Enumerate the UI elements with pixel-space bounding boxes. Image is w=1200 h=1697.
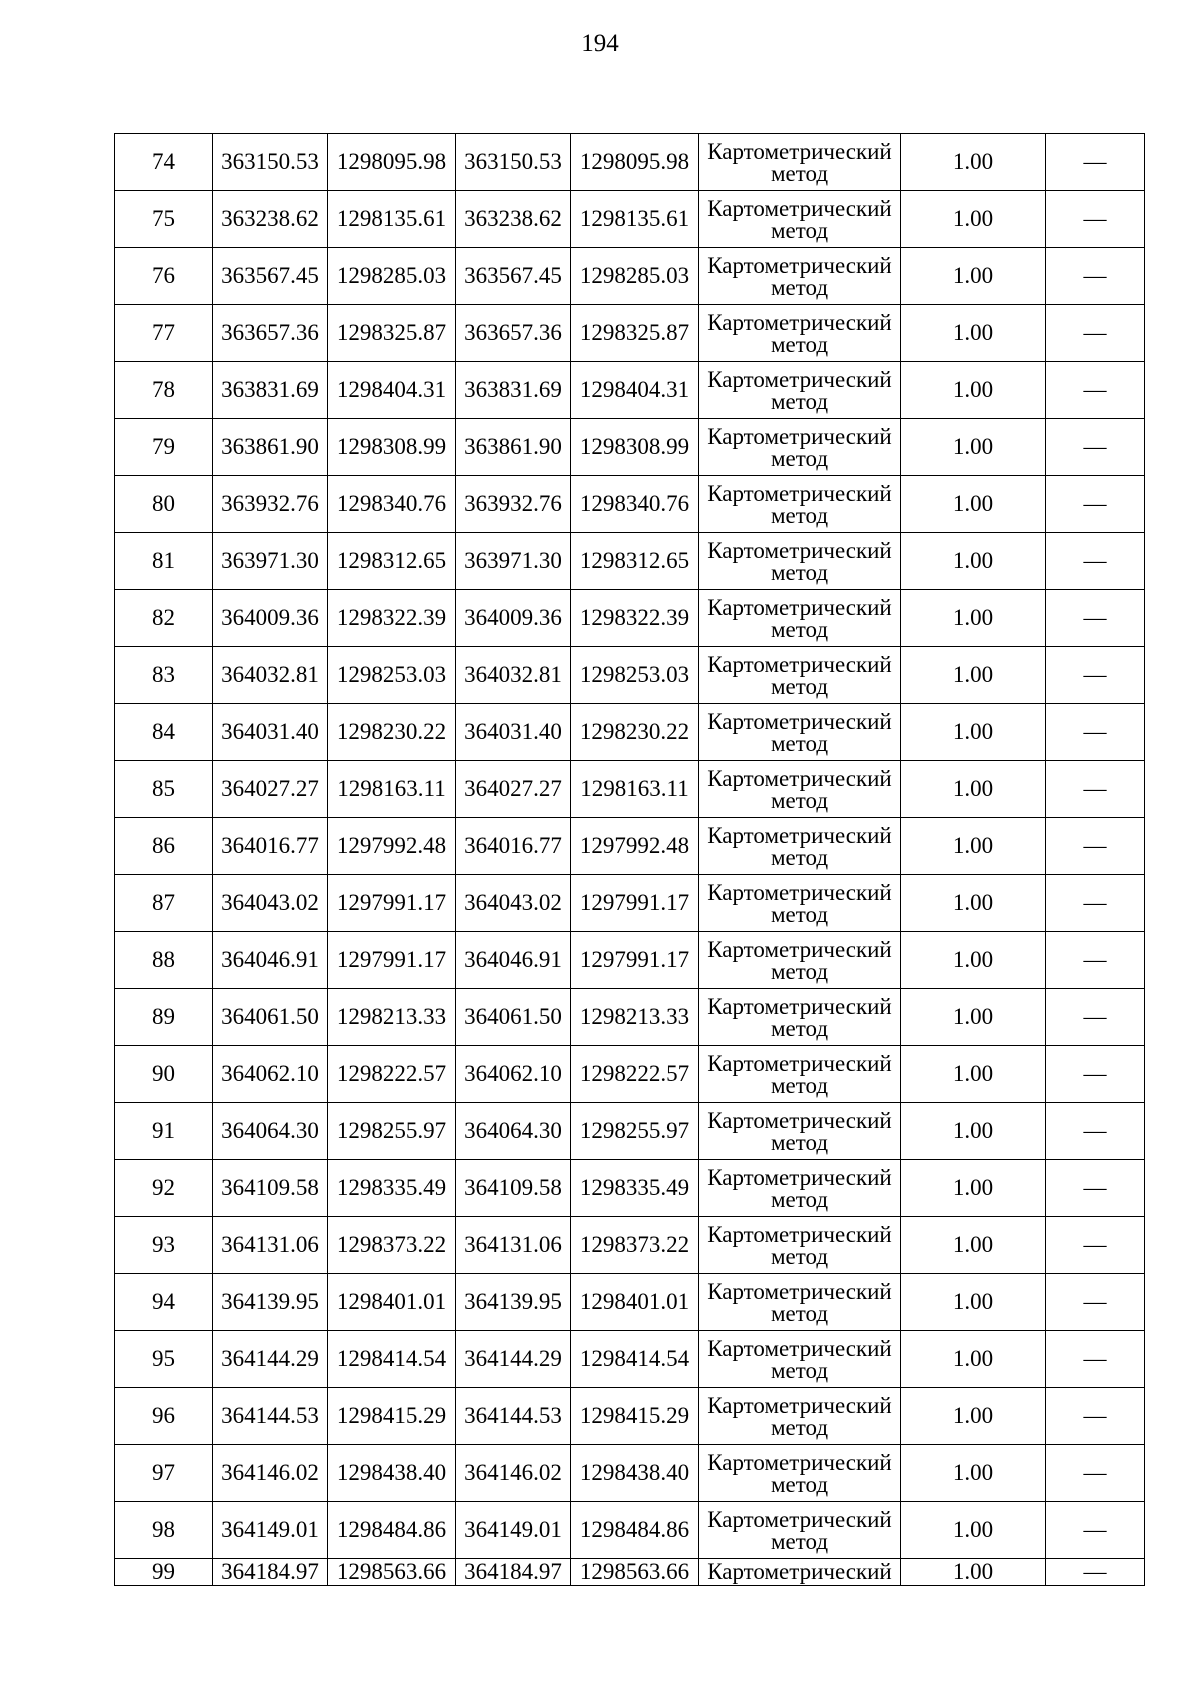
method-cell — [699, 590, 901, 647]
precision-cell: 1.00 — [901, 704, 1046, 761]
method-line2: метод — [770, 730, 829, 756]
point-number-cell: 98 — [115, 1502, 213, 1559]
point-number-cell: 85 — [115, 761, 213, 818]
point-number-cell: 75 — [115, 191, 213, 248]
note-cell: — — [1046, 1559, 1145, 1586]
point-number-cell: 74 — [115, 134, 213, 191]
table-row — [115, 533, 1145, 590]
point-number-cell: 94 — [115, 1274, 213, 1331]
y-old-cell: 1298563.66 — [328, 1559, 456, 1586]
note-cell: — — [1046, 875, 1145, 932]
x-new-cell: 364009.36 — [456, 590, 571, 647]
x-old-cell: 364046.91 — [213, 932, 328, 989]
x-old-cell: 363971.30 — [213, 533, 328, 590]
point-number-cell: 77 — [115, 305, 213, 362]
point-number-cell: 76 — [115, 248, 213, 305]
method-cell — [699, 1217, 901, 1274]
y-new-cell: 1298095.98 — [571, 134, 699, 191]
table-row — [115, 1559, 1145, 1586]
precision-cell: 1.00 — [901, 761, 1046, 818]
point-number-cell: 84 — [115, 704, 213, 761]
note-cell: — — [1046, 419, 1145, 476]
x-new-cell: 364046.91 — [456, 932, 571, 989]
method-line2: метод — [770, 331, 829, 357]
y-old-cell: 1298404.31 — [328, 362, 456, 419]
point-number-cell: 92 — [115, 1160, 213, 1217]
method-line2: метод — [770, 673, 829, 699]
table-row — [115, 1103, 1145, 1160]
x-old-cell: 363831.69 — [213, 362, 328, 419]
x-new-cell: 364061.50 — [456, 989, 571, 1046]
method-line2: метод — [770, 1015, 829, 1041]
x-new-cell: 363150.53 — [456, 134, 571, 191]
y-new-cell: 1297992.48 — [571, 818, 699, 875]
precision-cell: 1.00 — [901, 134, 1046, 191]
x-new-cell: 363657.36 — [456, 305, 571, 362]
table-row — [115, 989, 1145, 1046]
method-cell — [699, 362, 901, 419]
x-old-cell: 363567.45 — [213, 248, 328, 305]
note-cell: — — [1046, 989, 1145, 1046]
method-cell — [699, 647, 901, 704]
y-new-cell: 1298253.03 — [571, 647, 699, 704]
precision-cell: 1.00 — [901, 1559, 1046, 1586]
x-old-cell: 364064.30 — [213, 1103, 328, 1160]
method-cell — [699, 875, 901, 932]
y-old-cell: 1298322.39 — [328, 590, 456, 647]
y-new-cell: 1298335.49 — [571, 1160, 699, 1217]
y-new-cell: 1298325.87 — [571, 305, 699, 362]
y-new-cell: 1298285.03 — [571, 248, 699, 305]
x-old-cell: 364043.02 — [213, 875, 328, 932]
method-cell — [699, 305, 901, 362]
note-cell: — — [1046, 1046, 1145, 1103]
note-cell: — — [1046, 590, 1145, 647]
table-row — [115, 761, 1145, 818]
table-row — [115, 704, 1145, 761]
method-cell — [699, 1046, 901, 1103]
coordinates-table — [114, 133, 1145, 1586]
y-old-cell: 1298325.87 — [328, 305, 456, 362]
y-new-cell: 1298213.33 — [571, 989, 699, 1046]
method-line2: метод — [770, 160, 829, 186]
note-cell: — — [1046, 647, 1145, 704]
method-cell — [699, 1502, 901, 1559]
note-cell: — — [1046, 761, 1145, 818]
y-old-cell: 1298163.11 — [328, 761, 456, 818]
y-old-cell: 1298415.29 — [328, 1388, 456, 1445]
precision-cell: 1.00 — [901, 1217, 1046, 1274]
point-number-cell: 83 — [115, 647, 213, 704]
method-line2: метод — [770, 502, 829, 528]
x-new-cell: 364043.02 — [456, 875, 571, 932]
note-cell: — — [1046, 1445, 1145, 1502]
x-new-cell: 364144.53 — [456, 1388, 571, 1445]
x-old-cell: 364031.40 — [213, 704, 328, 761]
y-new-cell: 1297991.17 — [571, 875, 699, 932]
y-old-cell: 1298222.57 — [328, 1046, 456, 1103]
x-old-cell: 363932.76 — [213, 476, 328, 533]
y-old-cell: 1298438.40 — [328, 1445, 456, 1502]
x-old-cell: 363238.62 — [213, 191, 328, 248]
method-line1: Картометрический — [707, 708, 892, 734]
x-new-cell: 363932.76 — [456, 476, 571, 533]
table-row — [115, 191, 1145, 248]
y-new-cell: 1298415.29 — [571, 1388, 699, 1445]
x-old-cell: 364144.29 — [213, 1331, 328, 1388]
point-number-cell: 86 — [115, 818, 213, 875]
y-old-cell: 1298373.22 — [328, 1217, 456, 1274]
note-cell: — — [1046, 476, 1145, 533]
point-number-cell: 91 — [115, 1103, 213, 1160]
precision-cell: 1.00 — [901, 419, 1046, 476]
page-number: 194 — [581, 30, 619, 57]
note-cell: — — [1046, 533, 1145, 590]
precision-cell: 1.00 — [901, 647, 1046, 704]
y-old-cell: 1297991.17 — [328, 875, 456, 932]
y-old-cell: 1298135.61 — [328, 191, 456, 248]
x-old-cell: 364146.02 — [213, 1445, 328, 1502]
method-line2: метод — [770, 1243, 829, 1269]
precision-cell: 1.00 — [901, 1445, 1046, 1502]
table-row — [115, 875, 1145, 932]
method-cell — [699, 818, 901, 875]
y-new-cell: 1298135.61 — [571, 191, 699, 248]
x-new-cell: 363567.45 — [456, 248, 571, 305]
table-row — [115, 134, 1145, 191]
method-line1: Картометрический — [707, 138, 892, 164]
y-new-cell: 1298340.76 — [571, 476, 699, 533]
note-cell: — — [1046, 248, 1145, 305]
y-new-cell: 1298438.40 — [571, 1445, 699, 1502]
y-new-cell: 1297991.17 — [571, 932, 699, 989]
point-number-cell: 81 — [115, 533, 213, 590]
table-row — [115, 1502, 1145, 1559]
method-line2: метод — [770, 445, 829, 471]
y-new-cell: 1298312.65 — [571, 533, 699, 590]
x-new-cell: 363861.90 — [456, 419, 571, 476]
precision-cell: 1.00 — [901, 1274, 1046, 1331]
x-new-cell: 364027.27 — [456, 761, 571, 818]
y-old-cell: 1297991.17 — [328, 932, 456, 989]
precision-cell: 1.00 — [901, 1331, 1046, 1388]
x-new-cell: 364031.40 — [456, 704, 571, 761]
note-cell: — — [1046, 362, 1145, 419]
method-line2: метод — [770, 1414, 829, 1440]
y-new-cell: 1298255.97 — [571, 1103, 699, 1160]
table-row — [115, 818, 1145, 875]
point-number-cell: 87 — [115, 875, 213, 932]
note-cell: — — [1046, 1160, 1145, 1217]
method-line2: метод — [770, 616, 829, 642]
precision-cell: 1.00 — [901, 590, 1046, 647]
precision-cell: 1.00 — [901, 1103, 1046, 1160]
y-old-cell: 1298308.99 — [328, 419, 456, 476]
y-old-cell: 1298484.86 — [328, 1502, 456, 1559]
method-line2: метод — [770, 217, 829, 243]
precision-cell: 1.00 — [901, 476, 1046, 533]
x-new-cell: 364064.30 — [456, 1103, 571, 1160]
x-new-cell: 364016.77 — [456, 818, 571, 875]
y-old-cell: 1298255.97 — [328, 1103, 456, 1160]
note-cell: — — [1046, 1217, 1145, 1274]
method-line1: Картометрический — [707, 822, 892, 848]
point-number-cell: 97 — [115, 1445, 213, 1502]
table-row — [115, 1445, 1145, 1502]
method-line2: метод — [770, 901, 829, 927]
method-cell — [699, 989, 901, 1046]
y-new-cell: 1298404.31 — [571, 362, 699, 419]
method-cell — [699, 248, 901, 305]
x-old-cell: 364139.95 — [213, 1274, 328, 1331]
method-cell — [699, 704, 901, 761]
method-line2: метод — [770, 388, 829, 414]
method-line1: Картометрический — [707, 651, 892, 677]
method-line1: Картометрический — [707, 366, 892, 392]
method-line1: Картометрический — [707, 936, 892, 962]
y-old-cell: 1298312.65 — [328, 533, 456, 590]
table-row — [115, 248, 1145, 305]
method-line2: метод — [770, 1300, 829, 1326]
y-old-cell: 1298414.54 — [328, 1331, 456, 1388]
y-old-cell: 1298401.01 — [328, 1274, 456, 1331]
precision-cell: 1.00 — [901, 362, 1046, 419]
method-line1: Картометрический — [707, 480, 892, 506]
x-new-cell: 364131.06 — [456, 1217, 571, 1274]
x-new-cell: 364139.95 — [456, 1274, 571, 1331]
method-cell — [699, 1160, 901, 1217]
method-cell: Картометрический — [699, 1559, 901, 1586]
method-line2: метод — [770, 844, 829, 870]
method-line1: Картометрический — [707, 1164, 892, 1190]
precision-cell: 1.00 — [901, 1388, 1046, 1445]
note-cell: — — [1046, 1103, 1145, 1160]
precision-cell: 1.00 — [901, 875, 1046, 932]
method-line1: Картометрический — [707, 1278, 892, 1304]
method-line1: Картометрический — [707, 1449, 892, 1475]
table-row — [115, 1046, 1145, 1103]
y-old-cell: 1297992.48 — [328, 818, 456, 875]
y-old-cell: 1298340.76 — [328, 476, 456, 533]
y-new-cell: 1298373.22 — [571, 1217, 699, 1274]
method-line1: Картометрический — [707, 309, 892, 335]
method-line1: Картометрический — [707, 1221, 892, 1247]
note-cell: — — [1046, 1502, 1145, 1559]
method-line1: Картометрический — [707, 879, 892, 905]
method-cell — [699, 1445, 901, 1502]
x-old-cell: 364032.81 — [213, 647, 328, 704]
x-old-cell: 364062.10 — [213, 1046, 328, 1103]
precision-cell: 1.00 — [901, 989, 1046, 1046]
table-row — [115, 305, 1145, 362]
point-number-cell: 90 — [115, 1046, 213, 1103]
point-number-cell: 79 — [115, 419, 213, 476]
precision-cell: 1.00 — [901, 191, 1046, 248]
method-line2: метод — [770, 274, 829, 300]
y-new-cell: 1298230.22 — [571, 704, 699, 761]
note-cell: — — [1046, 818, 1145, 875]
method-line2: метод — [770, 1186, 829, 1212]
point-number-cell: 93 — [115, 1217, 213, 1274]
method-line2: метод — [770, 1357, 829, 1383]
precision-cell: 1.00 — [901, 932, 1046, 989]
x-old-cell: 363657.36 — [213, 305, 328, 362]
x-old-cell: 364061.50 — [213, 989, 328, 1046]
y-new-cell: 1298484.86 — [571, 1502, 699, 1559]
x-old-cell: 364131.06 — [213, 1217, 328, 1274]
x-old-cell: 364109.58 — [213, 1160, 328, 1217]
method-cell — [699, 533, 901, 590]
x-old-cell: 363150.53 — [213, 134, 328, 191]
note-cell: — — [1046, 704, 1145, 761]
precision-cell: 1.00 — [901, 1160, 1046, 1217]
method-line2: метод — [770, 1129, 829, 1155]
note-cell: — — [1046, 1388, 1145, 1445]
x-new-cell: 364032.81 — [456, 647, 571, 704]
y-old-cell: 1298253.03 — [328, 647, 456, 704]
note-cell: — — [1046, 134, 1145, 191]
y-old-cell: 1298285.03 — [328, 248, 456, 305]
method-cell — [699, 761, 901, 818]
x-old-cell: 363861.90 — [213, 419, 328, 476]
y-new-cell: 1298414.54 — [571, 1331, 699, 1388]
y-new-cell: 1298222.57 — [571, 1046, 699, 1103]
table-row — [115, 1388, 1145, 1445]
method-line1: Картометрический — [707, 1107, 892, 1133]
point-number-cell: 96 — [115, 1388, 213, 1445]
method-cell — [699, 419, 901, 476]
point-number-cell: 78 — [115, 362, 213, 419]
y-new-cell: 1298163.11 — [571, 761, 699, 818]
table-row — [115, 1331, 1145, 1388]
method-cell — [699, 1331, 901, 1388]
x-new-cell: 364144.29 — [456, 1331, 571, 1388]
x-new-cell: 363971.30 — [456, 533, 571, 590]
x-new-cell: 363831.69 — [456, 362, 571, 419]
x-old-cell: 364144.53 — [213, 1388, 328, 1445]
method-line1: Картометрический — [707, 1050, 892, 1076]
y-old-cell: 1298335.49 — [328, 1160, 456, 1217]
x-old-cell: 364184.97 — [213, 1559, 328, 1586]
method-cell — [699, 1274, 901, 1331]
point-number-cell: 99 — [115, 1559, 213, 1586]
method-line1: Картометрический — [707, 537, 892, 563]
method-line1: Картометрический — [707, 765, 892, 791]
y-old-cell: 1298230.22 — [328, 704, 456, 761]
y-new-cell: 1298401.01 — [571, 1274, 699, 1331]
method-line2: метод — [770, 1072, 829, 1098]
precision-cell: 1.00 — [901, 248, 1046, 305]
point-number-cell: 89 — [115, 989, 213, 1046]
method-line2: метод — [770, 787, 829, 813]
method-line2: метод — [770, 958, 829, 984]
x-new-cell: 364149.01 — [456, 1502, 571, 1559]
table-row — [115, 419, 1145, 476]
x-old-cell: 364016.77 — [213, 818, 328, 875]
table-row — [115, 362, 1145, 419]
y-new-cell: 1298322.39 — [571, 590, 699, 647]
method-cell — [699, 1388, 901, 1445]
x-new-cell: 364184.97 — [456, 1559, 571, 1586]
method-line2: метод — [770, 1471, 829, 1497]
precision-cell: 1.00 — [901, 818, 1046, 875]
note-cell: — — [1046, 1274, 1145, 1331]
table-row — [115, 590, 1145, 647]
method-line2: метод — [770, 559, 829, 585]
table-row — [115, 932, 1145, 989]
point-number-cell: 95 — [115, 1331, 213, 1388]
note-cell: — — [1046, 305, 1145, 362]
method-line1: Картометрический — [707, 1392, 892, 1418]
method-cell — [699, 1103, 901, 1160]
method-line1: Картометрический — [707, 594, 892, 620]
method-line1: Картометрический — [707, 993, 892, 1019]
method-line1: Картометрический — [707, 252, 892, 278]
method-line1: Картометрический — [707, 423, 892, 449]
point-number-cell: 82 — [115, 590, 213, 647]
precision-cell: 1.00 — [901, 1502, 1046, 1559]
y-old-cell: 1298213.33 — [328, 989, 456, 1046]
table-row — [115, 647, 1145, 704]
x-new-cell: 364109.58 — [456, 1160, 571, 1217]
x-old-cell: 364009.36 — [213, 590, 328, 647]
x-old-cell: 364027.27 — [213, 761, 328, 818]
y-old-cell: 1298095.98 — [328, 134, 456, 191]
precision-cell: 1.00 — [901, 533, 1046, 590]
table-row — [115, 1217, 1145, 1274]
precision-cell: 1.00 — [901, 1046, 1046, 1103]
x-new-cell: 364062.10 — [456, 1046, 571, 1103]
table-row — [115, 476, 1145, 533]
note-cell: — — [1046, 191, 1145, 248]
method-cell — [699, 932, 901, 989]
x-new-cell: 364146.02 — [456, 1445, 571, 1502]
method-cell — [699, 134, 901, 191]
note-cell: — — [1046, 932, 1145, 989]
method-cell — [699, 476, 901, 533]
method-line1: Картометрический — [707, 1506, 892, 1532]
table-row — [115, 1274, 1145, 1331]
x-old-cell: 364149.01 — [213, 1502, 328, 1559]
table-row — [115, 1160, 1145, 1217]
method-line1: Картометрический — [707, 195, 892, 221]
point-number-cell: 80 — [115, 476, 213, 533]
method-line1: Картометрический — [707, 1335, 892, 1361]
y-new-cell: 1298563.66 — [571, 1559, 699, 1586]
note-cell: — — [1046, 1331, 1145, 1388]
precision-cell: 1.00 — [901, 305, 1046, 362]
y-new-cell: 1298308.99 — [571, 419, 699, 476]
table-body — [115, 134, 1145, 1586]
x-new-cell: 363238.62 — [456, 191, 571, 248]
method-line2: метод — [770, 1528, 829, 1554]
method-cell — [699, 191, 901, 248]
point-number-cell: 88 — [115, 932, 213, 989]
